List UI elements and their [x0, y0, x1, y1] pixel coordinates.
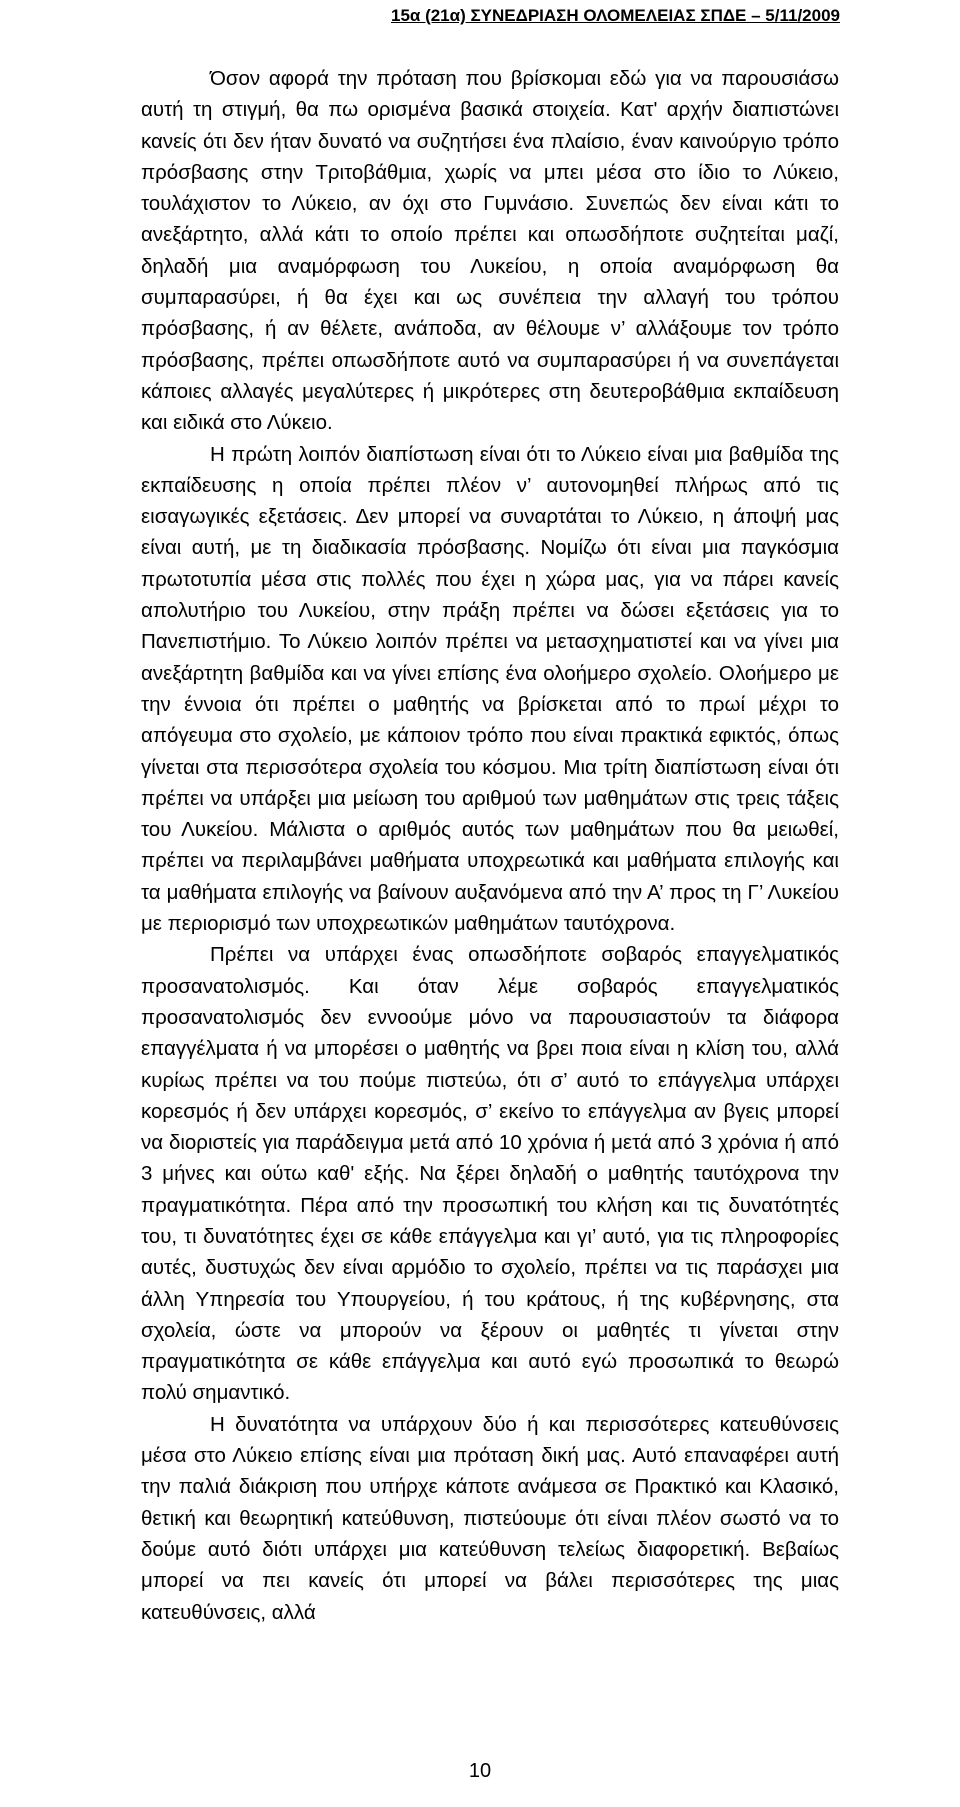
page-number: 10: [468, 1760, 492, 1782]
page-header: 15α (21α) ΣΥΝΕΔΡΙΑΣΗ ΟΛΟΜΕΛΕΙΑΣ ΣΠΔΕ – 5/11/2009: [390, 6, 840, 25]
paragraph: Πρέπει να υπάρχει ένας οπωσδήποτε σοβαρός επαγγελματικός προσανατολισμός. Και όταν λέμε σοβαρός επαγγελματικός προσανατολισμός δεν εννοούμε μόνο να παρουσιαστούν τα διάφορα επαγγέλματα ή να μπορέσει ο μαθητής να βρει ποια είναι η κλίση του, αλλά κυρίως πρέπει να του πούμε πιστεύω, ότι σ’ αυτό το επάγγελμα υπάρχει κορεσμός ή δεν υπάρχει κορεσμός, σ’ εκείνο το επάγγελμα αν βγεις μπορεί να διοριστείς για παράδειγμα μετά από 10 χρόνια ή μετά από 3 χρόνια ή από 3 μήνες και ούτω καθ' εξής. Να ξέρει δηλαδή ο μαθητής ταυτόχρονα την πραγματικότητα. Πέρα από την προσωπική του κλήση και τις δυνατότητές του, τι δυνατότητες έχει σε κάθε επάγγελμα και γι’ αυτό, για τις πληροφορίες αυτές, δυστυχώς δεν είναι αρμόδιο το σχολείο, πρέπει να τις παράσχει μια άλλη Υπηρεσία του Υπουργείου, ή του κράτους, ή της κυβέρνησης, στα σχολεία, ώστε να μπορούν να ξέρουν οι μαθητές τι γίνεται στην πραγματικότητα σε κάθε επάγγελμα και αυτό εγώ προσωπικά το θεωρώ πολύ σημαντικό.: [141, 943, 839, 1405]
paragraph: Η δυνατότητα να υπάρχουν δύο ή και περισσότερες κατευθύνσεις μέσα στο Λύκειο επίσης είναι μια πρόταση δική μας. Αυτό επαναφέρει αυτή την παλιά διάκριση που υπήρχε κάποτε ανάμεσα σε Πρακτικό και Κλασικό, θετική και θεωρητική κατεύθυνση, πιστεύουμε ότι είναι πλέον σωστό να το δούμε αυτό διότι υπάρχει μια κατεύθυνση τελείως διαφορετική. Βεβαίως μπορεί να πει κανείς ότι μπορεί να βάλει περισσότερες της μιας κατευθύνσεις, αλλά: [141, 1412, 839, 1624]
document-body: [141, 63, 839, 1628]
paragraph: Η πρώτη λοιπόν διαπίστωση είναι ότι το Λύκειο είναι μια βαθμίδα της εκπαίδευσης η οποία πρέπει πλέον ν’ αυτονομηθεί πλήρως από τις εισαγωγικές εξετάσεις. Δεν μπορεί να συναρτάται το Λύκειο, η άποψή μας είναι αυτή, με τη διαδικασία πρόσβασης. Νομίζω ότι είναι μια παγκόσμια πρωτοτυπία μέσα στις πολλές που έχει η χώρα μας, για να πάρει κανείς απολυτήριο του Λυκείου, στην πράξη πρέπει να δώσει εξετάσεις για το Πανεπιστήμιο. Το Λύκειο λοιπόν πρέπει να μετασχηματιστεί και να γίνει μια ανεξάρτητη βαθμίδα και να γίνει επίσης ένα ολοήμερο σχολείο. Ολοήμερο με την έννοια ότι πρέπει ο μαθητής να βρίσκεται από το πρωί μέχρι το απόγευμα στο σχολείο, με κάποιον τρόπο που είναι πρακτικά εφικτός, όπως γίνεται στα περισσότερα σχολεία του κόσμου. Μια τρίτη διαπίστωση είναι ότι πρέπει να υπάρξει μια μείωση του αριθμού των μαθημάτων στις τρεις τάξεις του Λυκείου. Μάλιστα ο αριθμός αυτός των μαθημάτων που θα μειωθεί, πρέπει να περιλαμβάνει μαθήματα υποχρεωτικά και μαθήματα επιλογής και τα μαθήματα επιλογής να βαίνουν αυξανόμενα από την Α’ προς τη Γ’ Λυκείου με περιορισμό των υποχρεωτικών μαθημάτων ταυτόχρονα.: [141, 442, 839, 936]
paragraph: Όσον αφορά την πρόταση που βρίσκομαι εδώ για να παρουσιάσω αυτή τη στιγμή, θα πω ορισμένα βασικά στοιχεία. Κατ' αρχήν διαπιστώνει κανείς ότι δεν ήταν δυνατό να συζητήσει ένα πλαίσιο, έναν καινούργιο τρόπο πρόσβασης στην Τριτοβάθμια, χωρίς να μπει μέσα στο ίδιο το Λύκειο, τουλάχιστον το Λύκειο, αν όχι στο Γυμνάσιο. Συνεπώς δεν είναι κάτι το ανεξάρτητο, αλλά κάτι το οποίο πρέπει και οπωσδήποτε συζητείται μαζί, δηλαδή μια αναμόρφωση του Λυκείου, η οποία αναμόρφωση θα συμπαρασύρει, ή θα έχει και ως συνέπεια την αλλαγή του τρόπου πρόσβασης, ή αν θέλετε, ανάποδα, αν θέλουμε ν’ αλλάξουμε τον τρόπο πρόσβασης, πρέπει οπωσδήποτε αυτό να συμπαρασύρει ή να συνεπάγεται κάποιες αλλαγές μεγαλύτερες ή μικρότερες στη δευτεροβάθμια εκπαίδευση και ειδικά στο Λύκειο.: [141, 67, 839, 435]
